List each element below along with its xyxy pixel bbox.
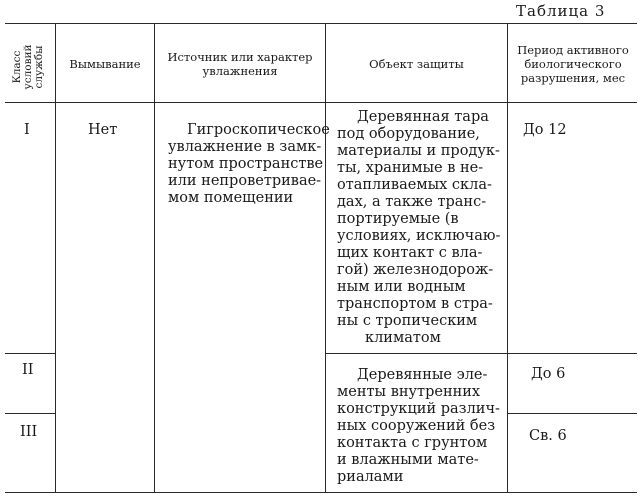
row-1-object-line: отапливаемых скла-	[337, 177, 492, 193]
row-1-object-line: ным или водным	[337, 279, 466, 295]
column-divider-2	[154, 23, 155, 493]
table-bottom-rule	[5, 492, 637, 493]
header-washing: Вымывание	[69, 57, 141, 71]
column-divider-3	[325, 23, 326, 493]
row-1-object-line: Деревянная тара	[357, 109, 489, 125]
header-object: Объект защиты	[369, 57, 464, 71]
row-separator-period-1	[507, 353, 637, 354]
row-1-washing: Нет	[88, 122, 118, 138]
row-3-object-line: риалами	[337, 469, 404, 485]
header-class-cell	[11, 28, 45, 106]
header-period-line-3: разрушения, мес	[520, 71, 626, 85]
row-separator-class-1	[5, 353, 55, 354]
row-3-class: III	[20, 424, 38, 440]
header-source-line-1: Источник или характер	[167, 50, 313, 64]
row-1-object-line: материалы и продук-	[337, 143, 500, 159]
column-divider-1	[55, 23, 56, 493]
header-class-line-2: условий	[22, 44, 34, 90]
row-1-object-line: транспортом в стра-	[337, 296, 493, 312]
header-period-line-1: Период активного	[517, 43, 629, 57]
column-divider-4	[507, 23, 508, 493]
header-class-line-1: Класс	[11, 50, 23, 84]
row-1-source-line: или непроветривае-	[168, 173, 322, 189]
row-1-object-line: условиях, исключаю-	[337, 228, 501, 244]
row-3-object-line: ных сооружений без	[337, 418, 496, 434]
row-3-object-line: и влажными мате-	[337, 452, 479, 468]
row-2-class: II	[22, 362, 34, 378]
row-1-object-line: климатом	[365, 330, 441, 346]
header-bottom-rule	[5, 102, 637, 103]
row-2-period: До 6	[531, 366, 566, 382]
row-1-source-line: мом помещении	[168, 190, 294, 206]
row-1-object-line: портируемые (в	[337, 211, 459, 227]
row-3-object-line: менты внутренних	[337, 384, 481, 400]
header-source-line-2: увлажнения	[202, 64, 278, 78]
table-top-rule	[5, 23, 637, 24]
header-class-line-3: службы	[33, 45, 45, 89]
row-1-class: I	[24, 122, 30, 138]
row-separator-class-2	[5, 413, 55, 414]
row-3-object-line: Деревянные эле-	[357, 367, 488, 383]
row-1-source-line: увлажнение в замк-	[168, 139, 322, 155]
row-1-period: До 12	[523, 122, 567, 138]
table-label: Таблица 3	[516, 2, 606, 20]
row-3-period: Св. 6	[529, 428, 567, 444]
row-separator-period-2	[507, 413, 637, 414]
row-1-object-line: гой) железнодорож-	[337, 262, 494, 278]
row-3-object-line: контакта с грунтом	[337, 435, 488, 451]
row-1-object-line: дах, а также транс-	[337, 194, 487, 210]
row-1-object-line: щих контакт с вла-	[337, 245, 483, 261]
row-1-object-line: ты, хранимые в не-	[337, 160, 484, 176]
header-period-line-2: биологического	[524, 57, 622, 71]
row-1-object-line: ны с тропическим	[337, 313, 478, 329]
row-1-source-line: нутом пространстве	[168, 156, 324, 172]
row-1-object-line: под оборудование,	[337, 126, 480, 142]
row-3-object-line: конструкций различ-	[337, 401, 500, 417]
row-1-source-line: Гигроскопическое	[187, 122, 330, 138]
row-separator-object	[325, 353, 507, 354]
